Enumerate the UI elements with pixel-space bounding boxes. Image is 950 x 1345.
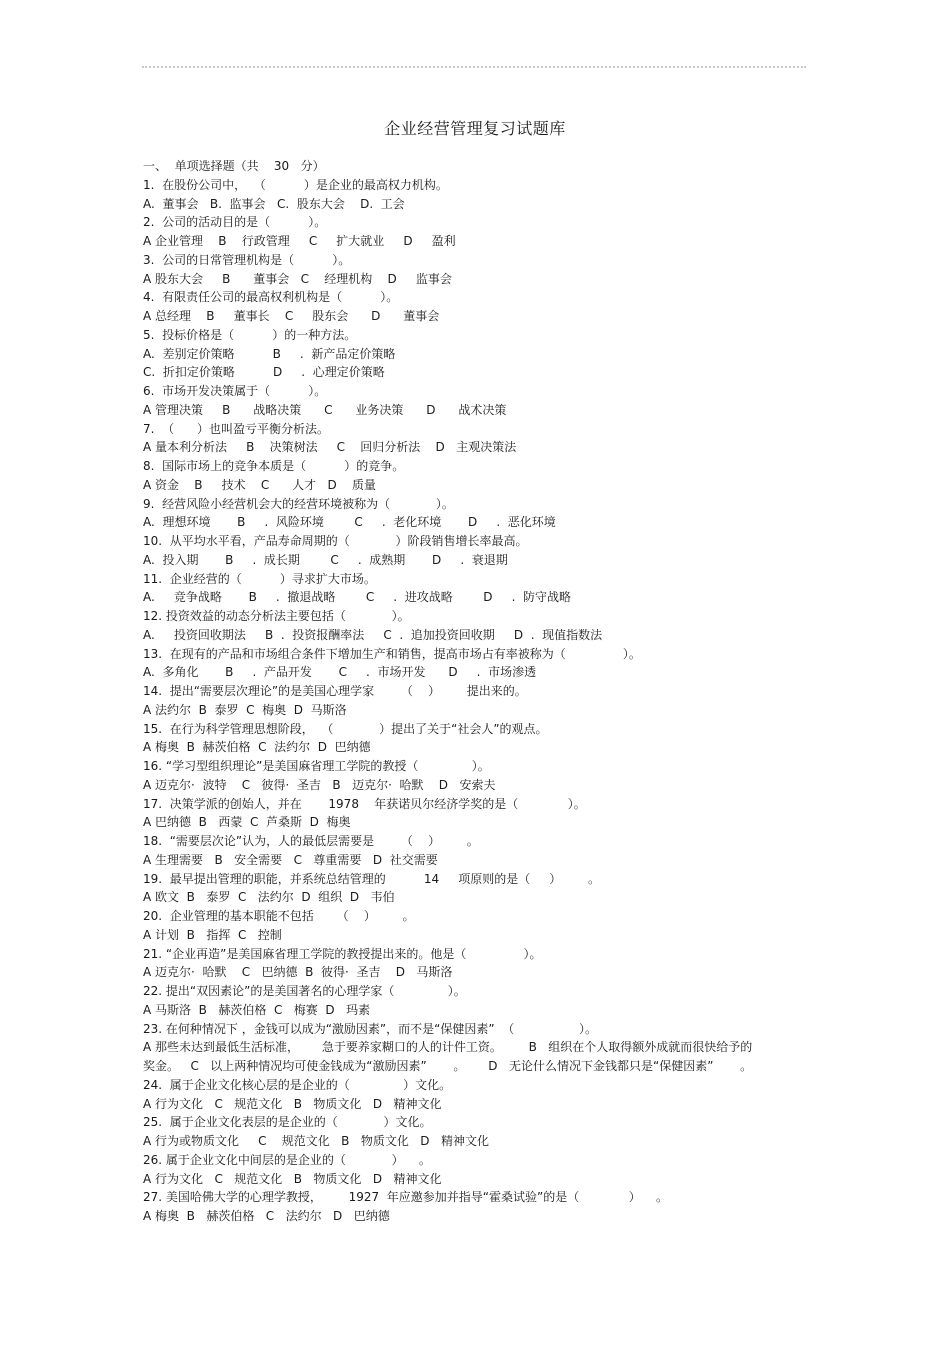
question-line: A. 理想环境 B . 风险环境 C . 老化环境 D . 恶化环境 xyxy=(143,515,556,530)
question-line: 8. 国际市场上的竞争本质是（ ）的竞争。 xyxy=(143,459,405,473)
question-line: A 迈克尔· 哈默 C 巴纳德 B 彼得· 圣吉 D 马斯洛 xyxy=(143,965,453,980)
question-line: 11. 企业经营的（ ）寻求扩大市场。 xyxy=(143,571,376,586)
question-line: 18. “需要层次论”认为，人的最低层需要是 （ ） 。 xyxy=(143,834,479,848)
question-line: A 梅奥 B 赫茨伯格 C 法约尔 D 巴纳德 xyxy=(143,740,371,755)
question-line: A 行为文化 C 规范文化 B 物质文化 D 精神文化 xyxy=(143,1171,442,1186)
question-line: 21. “企业再造”是美国麻省理工学院的教授提出来的。他是（ ）。 xyxy=(143,946,542,961)
question-line: 23. 在何种情况下 ，金钱可以成为“激励因素”，而不是“保健因素” （ ）。 xyxy=(143,1021,598,1036)
question-line: 7. （ ）也叫盈亏平衡分析法。 xyxy=(143,421,329,436)
question-line: A 总经理 B 董事长 C 股东会 D 董事会 xyxy=(143,309,440,323)
question-line: A 管理决策 B 战略决策 C 业务决策 D 战术决策 xyxy=(143,402,507,417)
question-line: 2. 公司的活动目的是（ ）。 xyxy=(143,215,327,230)
question-line: A. 竞争战略 B . 撤退战略 C . 进攻战略 D . 防守战略 xyxy=(143,590,572,605)
question-line: 15. 在行为科学管理思想阶段， （ ）提出了关于“社会人”的观点。 xyxy=(143,721,548,736)
question-line: A. 差别定价策略 B . 新产品定价策略 xyxy=(143,346,396,361)
question-line: A. 投入期 B . 成长期 C . 成熟期 D . 衰退期 xyxy=(143,552,508,567)
question-line: A 法约尔 B 泰罗 C 梅奥 D 马斯洛 xyxy=(143,702,347,717)
question-line: 13. 在现有的产品和市场组合条件下增加生产和销售，提高市场占有率被称为（ ）。 xyxy=(143,646,641,661)
question-line: 9. 经营风险小经营机会大的经营环境被称为（ ）。 xyxy=(143,496,454,511)
question-line: 16. “学习型组织理论”是美国麻省理工学院的教授（ ）。 xyxy=(143,759,490,773)
question-line: A 欧文 B 泰罗 C 法约尔 D 组织 D 韦伯 xyxy=(143,890,395,905)
question-line: C. 折扣定价策略 D . 心理定价策略 xyxy=(143,365,385,380)
question-line: A 资金 B 技术 C 人才 D 质量 xyxy=(143,477,377,492)
question-line: 19. 最早提出管理的职能，并系统总结管理的 14 项原则的是（ ） 。 xyxy=(143,871,600,886)
header-dotted-rule xyxy=(142,66,806,68)
question-line: 22. 提出“双因素论”的是美国著名的心理学家（ ）。 xyxy=(143,984,466,998)
question-line: A 量本利分析法 B 决策树法 C 回归分析法 D 主观决策法 xyxy=(143,440,517,455)
question-line: 4. 有限责任公司的最高权利机构是（ ）。 xyxy=(143,290,399,305)
question-line: 17. 决策学派的创始人，并在 1978 年获诺贝尔经济学奖的是（ ）。 xyxy=(143,796,586,811)
question-line: 1. 在股份公司中， （ ）是企业的最高权力机构。 xyxy=(143,177,448,192)
question-line: 3. 公司的日常管理机构是（ ）。 xyxy=(143,252,351,267)
question-line: 27. 美国哈佛大学的心理学教授， 1927 年应邀参加并指导“霍桑试验”的是（ ） 。 xyxy=(143,1190,669,1205)
question-line: A. 多角化 B . 产品开发 C . 市场开发 D . 市场渗透 xyxy=(143,665,537,680)
question-line: 12. 投资效益的动态分析法主要包括（ ）。 xyxy=(143,609,410,623)
question-line: 14. 提出“需要层次理论”的是美国心理学家 （ ） 提出来的。 xyxy=(143,684,527,698)
question-line: A 股东大会 B 董事会 C 经理机构 D 监事会 xyxy=(143,271,452,286)
question-line: A 梅奥 B 赫茨伯格 C 法约尔 D 巴纳德 xyxy=(143,1209,390,1223)
question-line: 6. 市场开发决策属于（ ）。 xyxy=(143,384,327,398)
question-line: A 巴纳德 B 西蒙 C 芦桑斯 D 梅奥 xyxy=(143,815,351,830)
question-line: 26. 属于企业文化中间层的是企业的（ ） 。 xyxy=(143,1152,431,1167)
question-line: 5. 投标价格是（ ）的一种方法。 xyxy=(143,327,357,342)
question-line: 20. 企业管理的基本职能不包括 （ ） 。 xyxy=(143,909,415,923)
question-list xyxy=(143,157,793,1226)
question-line: A 迈克尔· 波特 C 彼得· 圣吉 B 迈克尔· 哈默 D 安索夫 xyxy=(143,777,496,792)
question-line: 10. 从平均水平看，产品寿命周期的（ ）阶段销售增长率最高。 xyxy=(143,534,528,548)
question-line: 24. 属于企业文化核心层的是企业的（ ）文化。 xyxy=(143,1077,452,1092)
question-line: A 行为或物质文化 C 规范文化 B 物质文化 D 精神文化 xyxy=(143,1134,489,1148)
question-line: A. 董事会 B. 监事会 C. 股东大会 D. 工会 xyxy=(143,196,405,211)
question-line: A. 投资回收期法 B . 投资报酬率法 C . 追加投资回收期 D . 现值指数法 xyxy=(143,627,603,642)
question-line: A 那些未达到最低生活标准， 急于要养家糊口的人的计件工资。 B 组织在个人取得额外成就而很快给予的 xyxy=(143,1040,753,1055)
question-line: 25. 属于企业文化表层的是企业的（ ）文化。 xyxy=(143,1115,432,1130)
question-line: A 行为文化 C 规范文化 B 物质文化 D 精神文化 xyxy=(143,1096,442,1111)
question-line: A 计划 B 指挥 C 控制 xyxy=(143,927,282,942)
document-title: 企业经营管理复习试题库 xyxy=(384,119,566,138)
question-line: 奖金。 C 以上两种情况均可使金钱成为“激励因素” 。 D 无论什么情况下金钱都只是“保健因素” 。 xyxy=(143,1059,753,1073)
question-line: A 生理需要 B 安全需要 C 尊重需要 D 社交需要 xyxy=(143,852,438,867)
question-line: A 马斯洛 B 赫茨伯格 C 梅赛 D 玛素 xyxy=(143,1002,371,1017)
section-heading: 一、 单项选择题（共 30 分） xyxy=(143,159,325,173)
question-line: A 企业管理 B 行政管理 C 扩大就业 D 盈利 xyxy=(143,234,456,248)
